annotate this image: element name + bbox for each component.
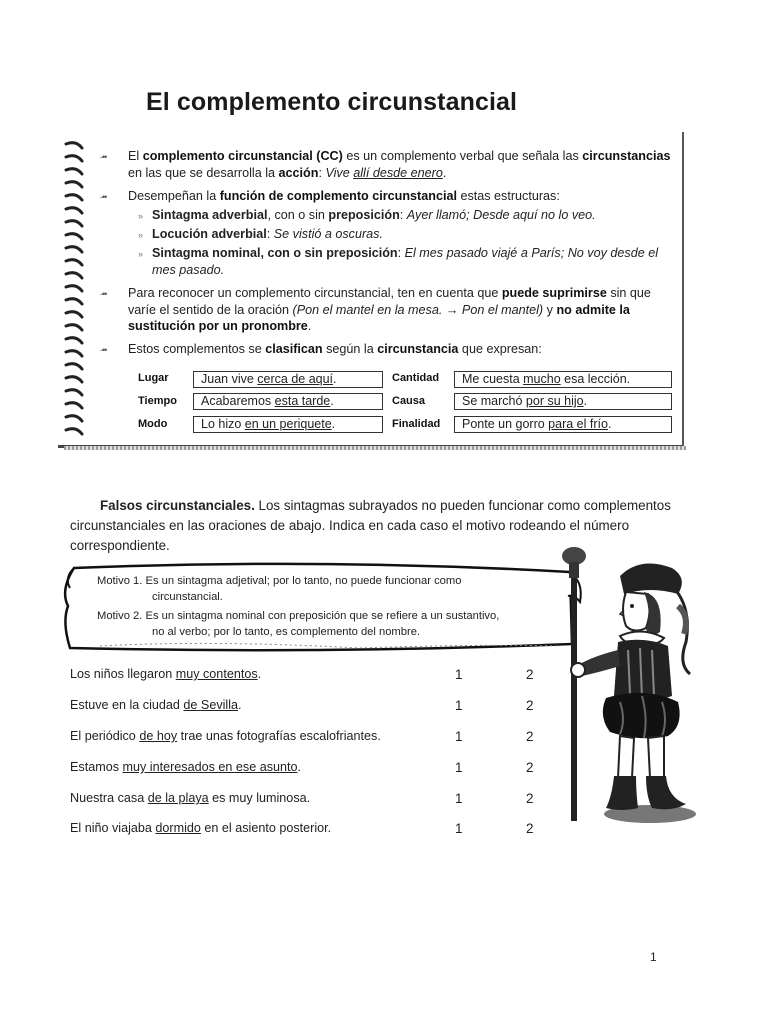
row-label: Lugar — [138, 372, 169, 384]
text: es un complemento verbal que señala las — [342, 149, 583, 163]
sub-bullet-icon: » — [138, 211, 144, 221]
text: Me cuesta — [462, 372, 524, 386]
option-1[interactable]: 1 — [455, 821, 463, 836]
option-2[interactable]: 2 — [526, 791, 534, 806]
bullet-icon: -•• — [100, 192, 107, 202]
underlined-text: mucho — [523, 372, 561, 386]
text: : — [266, 227, 274, 241]
example: Se vistió a oscuras. — [273, 227, 383, 241]
sub-bullet-icon: » — [138, 230, 144, 240]
text: . — [238, 698, 242, 712]
text: Ponte un gorro — [462, 417, 549, 431]
option-2[interactable]: 2 — [526, 698, 534, 713]
underlined-text: cerca de aquí — [257, 372, 334, 386]
text: Estamos — [70, 760, 123, 774]
underlined-text: para el frío — [548, 417, 608, 431]
row-label: Causa — [392, 395, 426, 407]
text: : — [397, 246, 405, 260]
option-1[interactable]: 1 — [455, 791, 463, 806]
sub-item-locucion — [152, 226, 682, 243]
list-item — [70, 791, 310, 805]
text: Se marchó — [462, 394, 526, 408]
example-box — [454, 393, 672, 410]
text-bold: circunstancia — [377, 342, 459, 356]
text: Juan vive — [201, 372, 258, 386]
bullet-icon: -•• — [100, 289, 107, 299]
sub-item-adverbial — [152, 207, 682, 224]
text-bold: circunstancias — [582, 149, 671, 163]
text-bold: función de complemento circunstancial — [219, 189, 457, 203]
paragraph-recognize — [128, 285, 676, 335]
text-bold: acción — [278, 165, 319, 180]
example-box — [454, 371, 672, 388]
text: . — [331, 417, 336, 431]
text: El niño viajaba — [70, 821, 156, 835]
paragraph-functions — [128, 188, 676, 205]
text: Nuestra casa — [70, 791, 148, 805]
text: Estuve en la ciudad — [70, 698, 184, 712]
option-2[interactable]: 2 — [526, 821, 534, 836]
underlined-text: muy interesados en ese asunto — [122, 760, 298, 774]
text: . — [330, 394, 334, 408]
text: El — [128, 149, 143, 163]
page-title: El complemento circunstancial — [146, 88, 518, 116]
text-bold: clasifican — [265, 342, 323, 356]
text: , con o sin — [267, 208, 329, 222]
text-bold: Sintagma nominal, con o sin preposición — [152, 246, 398, 260]
sub-item-nominal — [152, 245, 680, 278]
option-1[interactable]: 1 — [455, 760, 463, 775]
option-1[interactable]: 1 — [455, 667, 463, 682]
text: esa lección. — [560, 372, 631, 386]
option-2[interactable]: 2 — [526, 729, 534, 744]
motivo-1-line2: circunstancial. — [152, 591, 223, 603]
text: . — [583, 394, 588, 408]
bullet-icon: -•• — [100, 152, 107, 162]
underlined-text: dormido — [155, 821, 201, 835]
text-bold: Locución adverbial — [152, 227, 267, 241]
text-bold: preposición — [328, 208, 400, 222]
row-label: Cantidad — [392, 372, 440, 384]
example: El mes pasado viajé a París; No voy desde el mes pasado. — [152, 246, 659, 277]
list-item — [70, 760, 301, 774]
bullet-icon: -•• — [100, 345, 107, 355]
example-box — [193, 393, 383, 410]
example: Ayer llamó; Desde aquí no lo veo. — [406, 208, 596, 222]
page-number: 1 — [650, 950, 657, 964]
text: . — [607, 417, 612, 431]
row-label: Finalidad — [392, 418, 441, 430]
text: : — [318, 165, 326, 180]
text: trae unas fotografías escalofriantes. — [177, 729, 381, 743]
example-box — [193, 416, 383, 433]
text: en las que se desarrolla la — [128, 165, 279, 180]
text: Lo hizo — [201, 417, 245, 431]
exercise-heading: Falsos circunstanciales. — [100, 498, 255, 513]
text-bold: Sintagma adverbial — [152, 208, 268, 222]
underlined-text: de hoy — [139, 729, 178, 743]
example-underlined: allí desde enero — [353, 165, 443, 180]
text: es muy luminosa. — [208, 791, 311, 805]
text: y — [543, 302, 557, 317]
row-label: Modo — [138, 418, 168, 430]
example-box — [193, 371, 383, 388]
text-bold: puede suprimirse — [501, 286, 607, 300]
text: . — [442, 165, 447, 180]
text: Los niños llegaron — [70, 667, 176, 681]
text: que expresan: — [458, 342, 542, 356]
text: : — [399, 208, 407, 222]
card-shadow — [64, 446, 686, 450]
text: Los sintagmas subrayados no pueden funcionar como complementos circunstanciales en las oraciones de abajo. Indica en cada caso el motivo rodeando el número correspondiente. — [70, 498, 671, 553]
text: en el asiento posterior. — [200, 821, 332, 835]
option-1[interactable]: 1 — [455, 698, 463, 713]
option-2[interactable]: 2 — [526, 667, 534, 682]
underlined-text: en un periquete — [244, 417, 332, 431]
example: Vive — [325, 165, 354, 180]
text: . — [297, 760, 302, 774]
option-2[interactable]: 2 — [526, 760, 534, 775]
text: Estos complementos se — [128, 342, 266, 356]
text-bold: complemento circunstancial (CC) — [142, 149, 343, 163]
row-label: Tiempo — [138, 395, 177, 407]
text: . — [307, 319, 312, 333]
example: (Pon el mantel en la mesa. → Pon el mantel) — [292, 302, 544, 317]
text: sin que varíe el sentido de la oración — [128, 286, 651, 317]
text: Acabaremos — [201, 394, 275, 408]
underlined-text: esta tarde — [274, 394, 331, 408]
sub-bullet-icon: » — [138, 249, 144, 259]
example-box — [454, 416, 672, 433]
text: Para reconocer un complemento circunstancial, ten en cuenta que — [128, 286, 502, 300]
list-item — [70, 667, 261, 681]
motivo-2-line2: no al verbo; por lo tanto, es complemento del nombre. — [152, 626, 421, 638]
text-bold: no admite la sustitución por un pronombre — [128, 302, 630, 333]
underlined-text: por su hijo — [525, 394, 584, 408]
text: . — [333, 372, 337, 386]
motivo-1-line1: Motivo 1. Es un sintagma adjetival; por lo tanto, no puede funcionar como — [97, 575, 462, 587]
paragraph-definition — [128, 148, 676, 181]
underlined-text: de la playa — [147, 791, 209, 805]
option-1[interactable]: 1 — [455, 729, 463, 744]
underlined-text: de Sevilla — [183, 698, 239, 712]
list-item — [70, 698, 242, 712]
text: El periódico — [70, 729, 140, 743]
list-item — [70, 729, 381, 743]
list-item — [70, 821, 331, 835]
paragraph-classify — [128, 341, 676, 358]
knight-illustration — [560, 546, 700, 836]
motivo-2-line1: Motivo 2. Es un sintagma nominal con preposición que se refiere a un sustantivo, — [97, 610, 500, 622]
text: según la — [322, 342, 378, 356]
underlined-text: muy contentos — [175, 667, 258, 681]
text: . — [257, 667, 262, 681]
text: Desempeñan la — [128, 189, 220, 203]
text: estas estructuras: — [456, 189, 560, 203]
